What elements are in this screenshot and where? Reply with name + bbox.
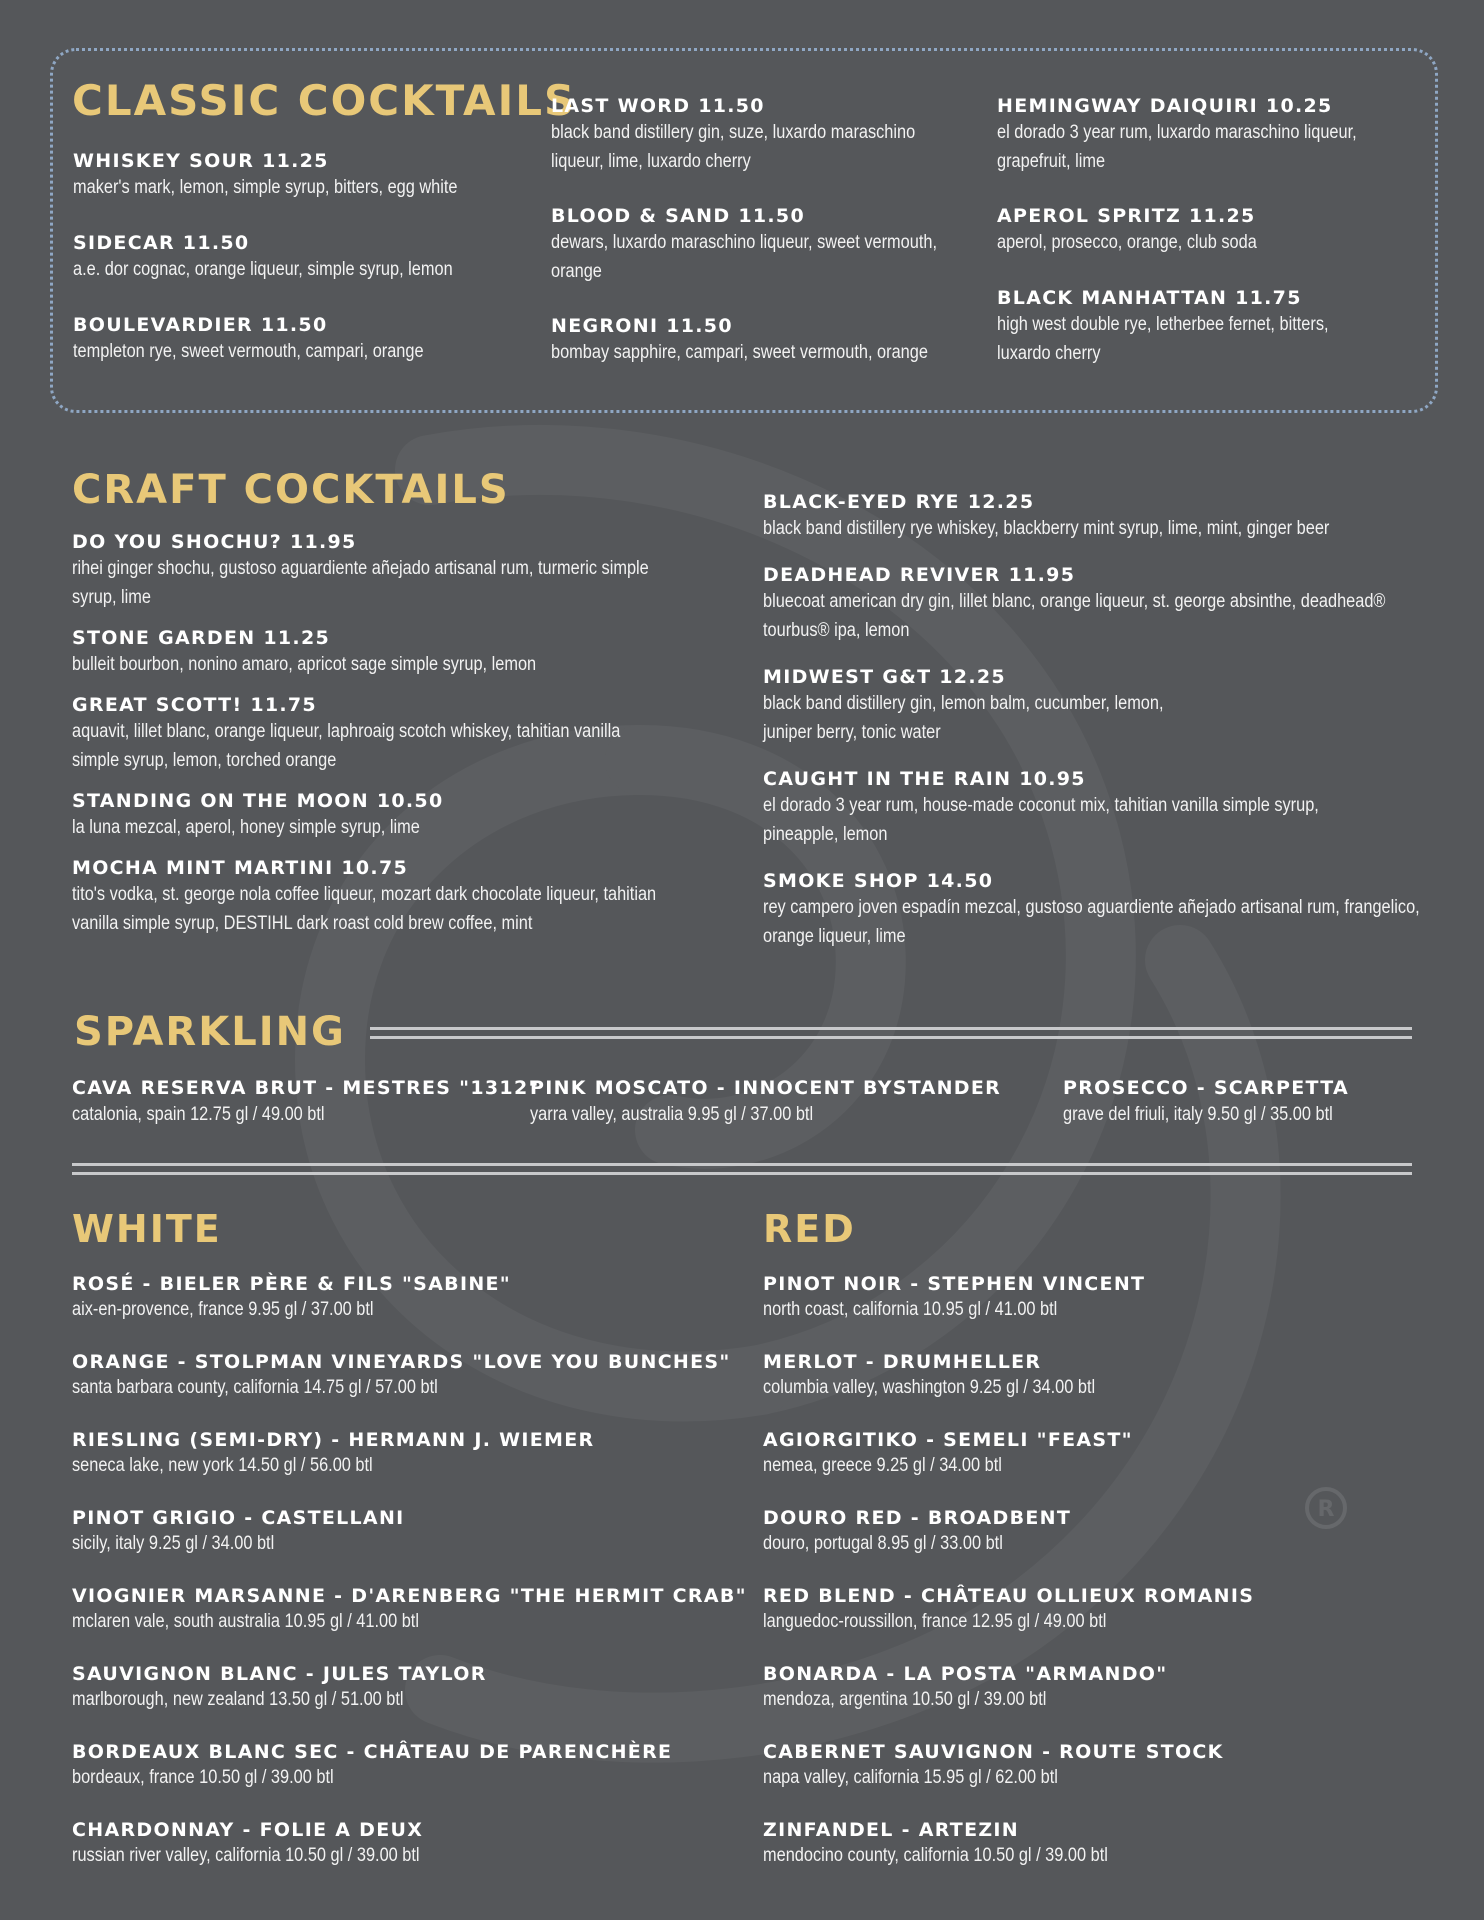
item-description: tourbus® ipa, lemon (763, 620, 910, 641)
craft-cocktails-title: CRAFT COCKTAILS (72, 467, 510, 513)
item-name: AGIORGITIKO - SEMELI "FEAST" (763, 1429, 1133, 1451)
item-description: black band distillery gin, suze, luxardo maraschino (551, 122, 916, 143)
item-name: GREAT SCOTT! 11.75 (72, 694, 317, 716)
item-name: RED BLEND - CHÂTEAU OLLIEUX ROMANIS (763, 1585, 1255, 1607)
menu-item (997, 286, 1417, 368)
sparkling-item-1 (72, 1076, 540, 1129)
menu-item (763, 1350, 1423, 1402)
item-name: NEGRONI 11.50 (551, 315, 733, 337)
menu-item (763, 1818, 1423, 1870)
white-title: WHITE (72, 1207, 222, 1251)
item-name: ORANGE - STOLPMAN VINEYARDS "LOVE YOU BUNCHES" (72, 1351, 731, 1373)
classic-col-2 (551, 94, 981, 367)
menu-item (72, 1506, 752, 1558)
white-wine-list (72, 1272, 752, 1896)
menu-item (72, 1584, 752, 1636)
item-description: black band distillery rye whiskey, blackberry mint syrup, lime, mint, ginger beer (763, 518, 1330, 539)
item-name: STONE GARDEN 11.25 (72, 627, 330, 649)
item-description: bombay sapphire, campari, sweet vermouth, orange (551, 342, 928, 363)
menu-item (551, 314, 981, 367)
item-name: CAUGHT IN THE RAIN 10.95 (763, 768, 1086, 790)
item-description: aperol, prosecco, orange, club soda (997, 232, 1257, 253)
item-description: luxardo cherry (997, 343, 1101, 364)
item-description: templeton rye, sweet vermouth, campari, orange (73, 341, 424, 362)
item-description: tito's vodka, st. george nola coffee liqueur, mozart dark chocolate liqueur, tahitian (72, 884, 657, 905)
menu-item (997, 94, 1417, 176)
sparkling-item-3 (1063, 1076, 1433, 1129)
item-description: grapefruit, lime (997, 151, 1106, 172)
item-description: orange liqueur, lime (763, 926, 906, 947)
menu-item (763, 1740, 1423, 1792)
menu-item (763, 563, 1443, 645)
red-wine-list (763, 1272, 1423, 1896)
menu-item (72, 1272, 752, 1324)
item-description: yarra valley, australia 9.95 gl / 37.00 btl (530, 1104, 814, 1125)
item-name: DEADHEAD REVIVER 11.95 (763, 564, 1076, 586)
item-name: ROSÉ - BIELER PÈRE & FILS "SABINE" (72, 1273, 512, 1295)
item-name: APEROL SPRITZ 11.25 (997, 205, 1256, 227)
red-title: RED (763, 1207, 856, 1251)
menu-item (73, 149, 533, 202)
menu-item (763, 1506, 1423, 1558)
svg-text:R: R (1317, 1497, 1335, 1522)
menu-item (72, 626, 732, 679)
item-description: el dorado 3 year rum, house-made coconut mix, tahitian vanilla simple syrup, (763, 795, 1319, 816)
menu-item (763, 1428, 1423, 1480)
item-description: bulleit bourbon, nonino amaro, apricot sage simple syrup, lemon (72, 654, 537, 675)
craft-col-left (72, 530, 732, 938)
item-description: bluecoat american dry gin, lillet blanc, orange liqueur, st. george absinthe, deadhead® (763, 591, 1386, 612)
item-name: CHARDONNAY - FOLIE A DEUX (72, 1819, 424, 1841)
item-description: a.e. dor cognac, orange liqueur, simple syrup, lemon (73, 259, 453, 280)
item-description: black band distillery gin, lemon balm, cucumber, lemon, (763, 693, 1164, 714)
menu-item (551, 204, 981, 286)
item-description: pineapple, lemon (763, 824, 888, 845)
item-name: SMOKE SHOP 14.50 (763, 870, 994, 892)
item-description: maker's mark, lemon, simple syrup, bitters, egg white (73, 177, 458, 198)
item-description: bordeaux, france 10.50 gl / 39.00 btl (72, 1767, 334, 1788)
menu-item (72, 1350, 752, 1402)
item-description: aquavit, lillet blanc, orange liqueur, laphroaig scotch whiskey, tahitian vanilla (72, 721, 621, 742)
item-description: grave del friuli, italy 9.50 gl / 35.00 btl (1063, 1104, 1333, 1125)
item-description: columbia valley, washington 9.25 gl / 34.00 btl (763, 1377, 1096, 1398)
menu-item (72, 693, 732, 775)
menu-item (763, 665, 1443, 747)
menu-item (763, 1662, 1423, 1714)
sparkling-divider (370, 1027, 1412, 1039)
menu-item (73, 231, 533, 284)
item-description: vanilla simple syrup, DESTIHL dark roast cold brew coffee, mint (72, 913, 533, 934)
item-name: LAST WORD 11.50 (551, 95, 765, 117)
item-name: PINOT GRIGIO - CASTELLANI (72, 1507, 405, 1529)
item-description: high west double rye, letherbee fernet, bitters, (997, 314, 1329, 335)
item-description: nemea, greece 9.25 gl / 34.00 btl (763, 1455, 1002, 1476)
menu-item (763, 1584, 1423, 1636)
item-description: north coast, california 10.95 gl / 41.00 btl (763, 1299, 1058, 1320)
item-description: napa valley, california 15.95 gl / 62.00 btl (763, 1767, 1058, 1788)
item-description: mendoza, argentina 10.50 gl / 39.00 btl (763, 1689, 1047, 1710)
item-name: BONARDA - LA POSTA "ARMANDO" (763, 1663, 1168, 1685)
menu-item (72, 1428, 752, 1480)
item-name: DOURO RED - BROADBENT (763, 1507, 1072, 1529)
classic-col-3 (997, 94, 1417, 368)
sparkling-title: SPARKLING (74, 1009, 346, 1055)
classic-col-1 (73, 149, 533, 366)
menu-item (72, 856, 732, 938)
item-description: languedoc-roussillon, france 12.95 gl / 49.00 btl (763, 1611, 1107, 1632)
item-name: BLACK-EYED RYE 12.25 (763, 491, 1035, 513)
item-description: mendocino county, california 10.50 gl / 39.00 btl (763, 1845, 1108, 1866)
menu-item (72, 789, 732, 842)
item-description: santa barbara county, california 14.75 gl / 57.00 btl (72, 1377, 438, 1398)
menu-item (72, 530, 732, 612)
menu-item (997, 204, 1417, 257)
item-description: mclaren vale, south australia 10.95 gl / 41.00 btl (72, 1611, 419, 1632)
item-name: DO YOU SHOCHU? 11.95 (72, 531, 357, 553)
menu-item (551, 94, 981, 176)
item-description: catalonia, spain 12.75 gl / 49.00 btl (72, 1104, 325, 1125)
item-name: RIESLING (SEMI-DRY) - HERMANN J. WIEMER (72, 1429, 595, 1451)
item-description: syrup, lime (72, 587, 151, 608)
item-name: SAUVIGNON BLANC - JULES TAYLOR (72, 1663, 487, 1685)
menu-item (72, 1662, 752, 1714)
menu-item (763, 490, 1443, 543)
item-description: juniper berry, tonic water (763, 722, 941, 743)
menu-item (72, 1740, 752, 1792)
craft-col-right (763, 490, 1443, 951)
item-name: PINOT NOIR - STEPHEN VINCENT (763, 1273, 1146, 1295)
item-name: BORDEAUX BLANC SEC - CHÂTEAU DE PARENCHÈRE (72, 1741, 673, 1763)
item-description: dewars, luxardo maraschino liqueur, sweet vermouth, (551, 232, 938, 253)
item-name: BOULEVARDIER 11.50 (73, 314, 328, 336)
item-name: PINK MOSCATO - INNOCENT BYSTANDER (530, 1077, 1002, 1099)
menu-item (763, 1272, 1423, 1324)
item-name: CAVA RESERVA BRUT - MESTRES "1312" (72, 1077, 540, 1099)
item-name: STANDING ON THE MOON 10.50 (72, 790, 444, 812)
item-description: rey campero joven espadín mezcal, gustoso aguardiente añejado artisanal rum, frangelico, (763, 897, 1420, 918)
item-description: liqueur, lime, luxardo cherry (551, 151, 751, 172)
menu-item (763, 869, 1443, 951)
menu-item (73, 313, 533, 366)
item-name: BLOOD & SAND 11.50 (551, 205, 805, 227)
wine-divider (72, 1163, 1412, 1175)
item-description: el dorado 3 year rum, luxardo maraschino liqueur, (997, 122, 1357, 143)
item-name: WHISKEY SOUR 11.25 (73, 150, 329, 172)
item-description: russian river valley, california 10.50 gl / 39.00 btl (72, 1845, 420, 1866)
item-name: MOCHA MINT MARTINI 10.75 (72, 857, 408, 879)
item-name: SIDECAR 11.50 (73, 232, 250, 254)
menu-item (72, 1818, 752, 1870)
item-description: sicily, italy 9.25 gl / 34.00 btl (72, 1533, 275, 1554)
item-name: ZINFANDEL - ARTEZIN (763, 1819, 1019, 1841)
item-description: seneca lake, new york 14.50 gl / 56.00 btl (72, 1455, 373, 1476)
menu-item (763, 767, 1443, 849)
item-name: BLACK MANHATTAN 11.75 (997, 287, 1302, 309)
sparkling-item-2 (530, 1076, 1010, 1129)
item-name: HEMINGWAY DAIQUIRI 10.25 (997, 95, 1333, 117)
item-description: aix-en-provence, france 9.95 gl / 37.00 btl (72, 1299, 374, 1320)
item-description: douro, portugal 8.95 gl / 33.00 btl (763, 1533, 1003, 1554)
item-description: simple syrup, lemon, torched orange (72, 750, 337, 771)
item-name: PROSECCO - SCARPETTA (1063, 1077, 1349, 1099)
item-description: orange (551, 261, 602, 282)
item-name: VIOGNIER MARSANNE - D'ARENBERG "THE HERMIT CRAB" (72, 1585, 747, 1607)
item-description: marlborough, new zealand 13.50 gl / 51.00 btl (72, 1689, 404, 1710)
classic-cocktails-title: CLASSIC COCKTAILS (72, 76, 577, 125)
item-description: rihei ginger shochu, gustoso aguardiente añejado artisanal rum, turmeric simple (72, 558, 649, 579)
item-name: MIDWEST G&T 12.25 (763, 666, 1006, 688)
item-name: MERLOT - DRUMHELLER (763, 1351, 1042, 1373)
item-name: CABERNET SAUVIGNON - ROUTE STOCK (763, 1741, 1224, 1763)
item-description: la luna mezcal, aperol, honey simple syrup, lime (72, 817, 420, 838)
